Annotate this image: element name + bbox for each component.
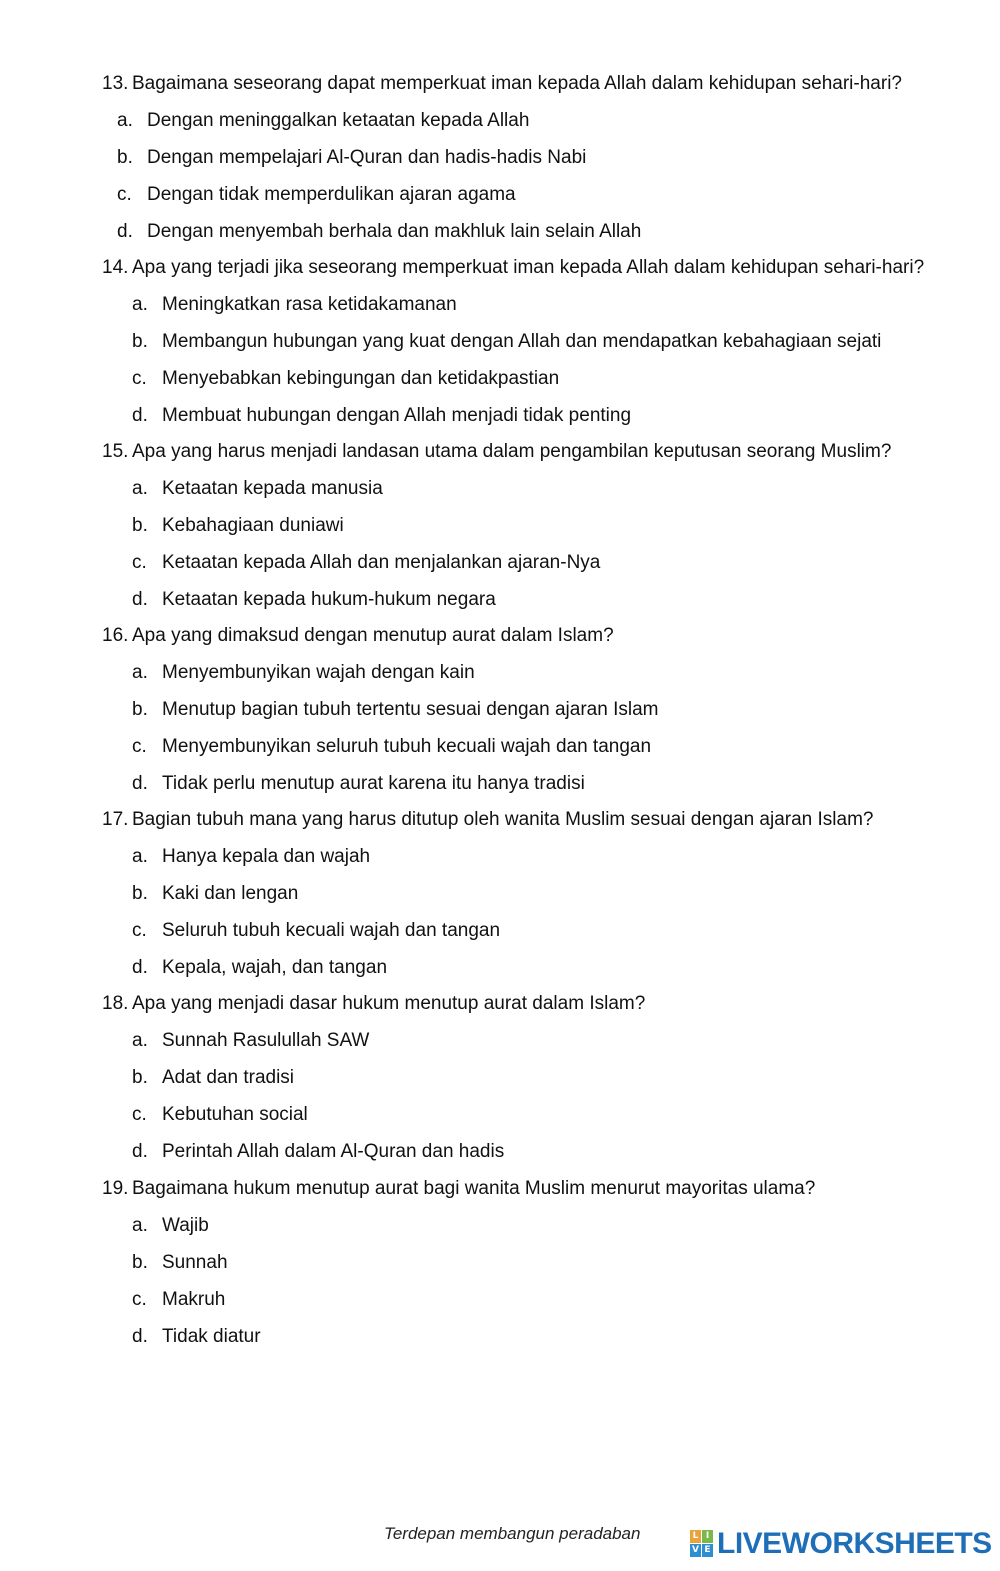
question-text: Apa yang terjadi jika seseorang memperkuat iman kepada Allah dalam kehidupan sehari-hari? (132, 257, 925, 278)
question-19 (102, 1178, 815, 1200)
option-text: Membuat hubungan dengan Allah menjadi tidak penting (162, 405, 632, 426)
option-15c[interactable] (132, 552, 600, 574)
option-text: Sunnah (162, 1252, 228, 1273)
option-text: Makruh (162, 1289, 226, 1310)
question-16 (102, 625, 614, 647)
option-text: Dengan meninggalkan ketaatan kepada Allah (147, 110, 530, 131)
question-text: Apa yang dimaksud dengan menutup aurat dalam Islam? (132, 625, 614, 646)
question-number: 13. (102, 73, 129, 94)
option-19d[interactable] (132, 1326, 261, 1348)
question-number: 16. (102, 625, 129, 646)
option-letter: b. (117, 147, 133, 168)
option-text: Adat dan tradisi (162, 1067, 295, 1088)
option-letter: b. (132, 1252, 148, 1273)
question-number: 18. (102, 993, 129, 1014)
question-18 (102, 993, 645, 1015)
option-letter: c. (132, 1104, 147, 1125)
option-16b[interactable] (132, 699, 658, 721)
footer-tagline: Terdepan membangun peradaban (384, 1524, 641, 1543)
option-14c[interactable] (132, 368, 559, 390)
question-17 (102, 809, 873, 831)
question-14 (102, 257, 924, 279)
option-letter: d. (132, 405, 148, 426)
option-13a[interactable] (117, 110, 529, 132)
option-letter: c. (132, 920, 147, 941)
option-letter: c. (132, 368, 147, 389)
option-text: Menyembunyikan wajah dengan kain (162, 662, 475, 683)
option-letter: c. (117, 184, 132, 205)
option-text: Membangun hubungan yang kuat dengan Allah dan mendapatkan kebahagiaan sejati (162, 331, 882, 352)
option-17b[interactable] (132, 883, 298, 905)
option-text: Hanya kepala dan wajah (162, 846, 371, 867)
option-letter: d. (132, 1141, 148, 1162)
option-text: Kebutuhan social (162, 1104, 308, 1125)
question-15 (102, 441, 891, 463)
option-letter: a. (132, 1215, 148, 1236)
option-19a[interactable] (132, 1215, 209, 1237)
option-text: Dengan menyembah berhala dan makhluk lain selain Allah (147, 221, 642, 242)
option-letter: a. (132, 294, 148, 315)
option-text: Ketaatan kepada Allah dan menjalankan ajaran-Nya (162, 552, 601, 573)
question-text: Apa yang menjadi dasar hukum menutup aurat dalam Islam? (132, 993, 646, 1014)
option-letter: a. (132, 662, 148, 683)
option-19b[interactable] (132, 1252, 228, 1274)
option-text: Sunnah Rasulullah SAW (162, 1030, 370, 1051)
option-text: Ketaatan kepada manusia (162, 478, 383, 499)
question-text: Bagian tubuh mana yang harus ditutup oleh wanita Muslim sesuai dengan ajaran Islam? (132, 809, 874, 830)
question-number: 17. (102, 809, 129, 830)
option-16d[interactable] (132, 773, 585, 795)
option-letter: c. (132, 552, 147, 573)
badge-letter-l: L (690, 1530, 701, 1543)
option-letter: c. (132, 736, 147, 757)
option-letter: b. (132, 699, 148, 720)
option-18b[interactable] (132, 1067, 294, 1089)
option-17d[interactable] (132, 957, 387, 979)
option-letter: d. (132, 773, 148, 794)
option-letter: d. (132, 1326, 148, 1347)
logo-text: LIVEWORKSHEETS (717, 1527, 992, 1560)
option-14a[interactable] (132, 294, 457, 316)
question-number: 19. (102, 1178, 129, 1199)
question-number: 15. (102, 441, 129, 462)
option-15d[interactable] (132, 589, 496, 611)
option-15a[interactable] (132, 478, 383, 500)
option-15b[interactable] (132, 515, 344, 537)
option-14b[interactable] (132, 331, 881, 353)
question-text: Apa yang harus menjadi landasan utama dalam pengambilan keputusan seorang Muslim? (132, 441, 892, 462)
option-text: Dengan tidak memperdulikan ajaran agama (147, 184, 516, 205)
option-letter: a. (117, 110, 133, 131)
option-letter: b. (132, 515, 148, 536)
badge-letter-v: V (690, 1544, 701, 1557)
option-13b[interactable] (117, 147, 586, 169)
option-letter: c. (132, 1289, 147, 1310)
option-text: Dengan mempelajari Al-Quran dan hadis-hadis Nabi (147, 147, 587, 168)
option-letter: b. (132, 331, 148, 352)
question-text: Bagaimana hukum menutup aurat bagi wanita Muslim menurut mayoritas ulama? (132, 1178, 816, 1199)
option-letter: d. (132, 589, 148, 610)
option-text: Meningkatkan rasa ketidakamanan (162, 294, 457, 315)
option-letter: b. (132, 1067, 148, 1088)
option-17c[interactable] (132, 920, 500, 942)
liveworksheets-logo[interactable] (690, 1524, 992, 1564)
option-text: Wajib (162, 1215, 209, 1236)
option-16c[interactable] (132, 736, 651, 758)
option-17a[interactable] (132, 846, 370, 868)
option-text: Tidak diatur (162, 1326, 261, 1347)
option-letter: d. (117, 221, 133, 242)
option-13c[interactable] (117, 184, 516, 206)
option-18d[interactable] (132, 1141, 504, 1163)
option-text: Menyebabkan kebingungan dan ketidakpastian (162, 368, 560, 389)
option-letter: a. (132, 846, 148, 867)
option-18a[interactable] (132, 1030, 369, 1052)
badge-letter-e: E (702, 1544, 713, 1557)
question-number: 14. (102, 257, 129, 278)
option-text: Tidak perlu menutup aurat karena itu hanya tradisi (162, 773, 585, 794)
option-text: Kepala, wajah, dan tangan (162, 957, 388, 978)
option-letter: a. (132, 478, 148, 499)
option-16a[interactable] (132, 662, 475, 684)
question-13 (102, 73, 902, 95)
live-badge-icon (690, 1530, 714, 1558)
option-13d[interactable] (117, 221, 641, 243)
option-letter: b. (132, 883, 148, 904)
option-text: Perintah Allah dalam Al-Quran dan hadis (162, 1141, 505, 1162)
option-letter: d. (132, 957, 148, 978)
question-text: Bagaimana seseorang dapat memperkuat iman kepada Allah dalam kehidupan sehari-hari? (132, 73, 902, 94)
option-text: Kaki dan lengan (162, 883, 299, 904)
option-14d[interactable] (132, 405, 631, 427)
option-19c[interactable] (132, 1289, 225, 1311)
option-text: Kebahagiaan duniawi (162, 515, 344, 536)
option-letter: a. (132, 1030, 148, 1051)
option-18c[interactable] (132, 1104, 308, 1126)
option-text: Menutup bagian tubuh tertentu sesuai dengan ajaran Islam (162, 699, 659, 720)
option-text: Menyembunyikan seluruh tubuh kecuali wajah dan tangan (162, 736, 652, 757)
option-text: Seluruh tubuh kecuali wajah dan tangan (162, 920, 501, 941)
option-text: Ketaatan kepada hukum-hukum negara (162, 589, 496, 610)
badge-letter-i: I (702, 1530, 713, 1543)
